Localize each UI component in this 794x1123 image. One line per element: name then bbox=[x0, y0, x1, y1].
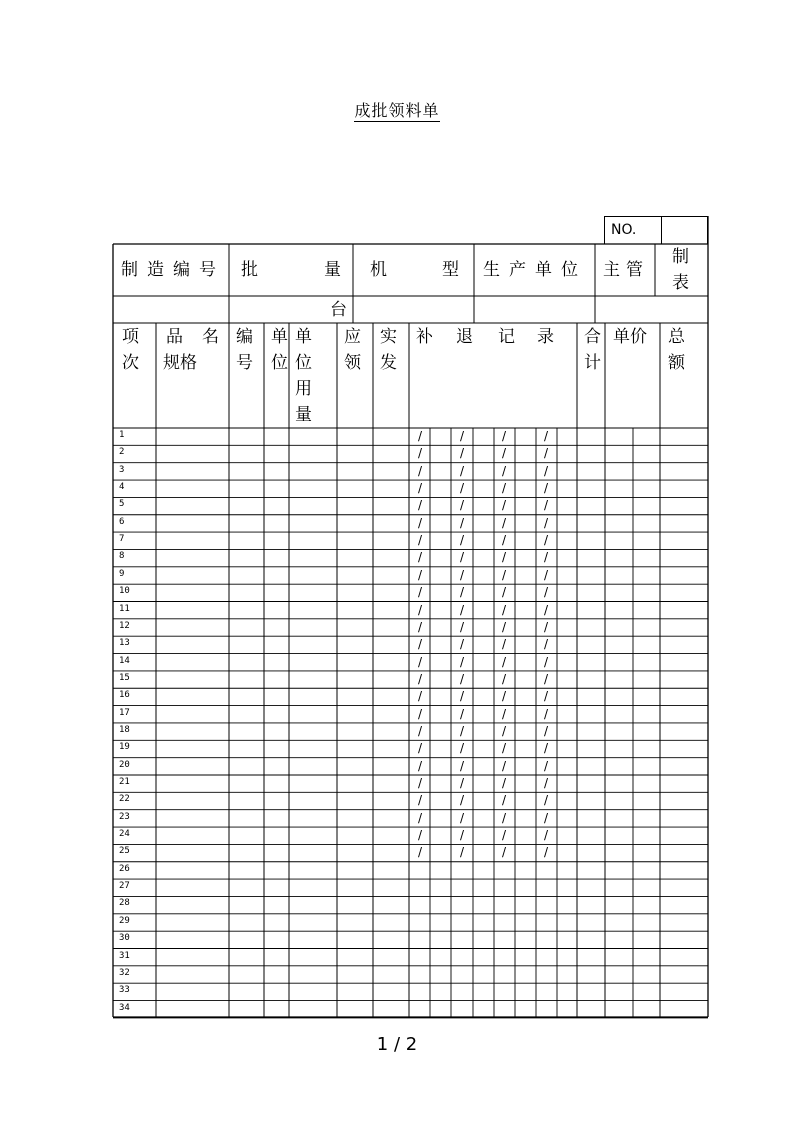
col-zonge: 总额 bbox=[668, 327, 685, 373]
record-slash: / bbox=[460, 689, 465, 704]
record-slash: / bbox=[418, 619, 423, 634]
record-slash: / bbox=[544, 585, 549, 600]
document-title: 成批领料单 bbox=[354, 101, 440, 120]
record-slash: / bbox=[418, 810, 423, 825]
record-slash: / bbox=[460, 481, 465, 496]
row-number: 30 bbox=[119, 933, 130, 944]
record-slash: / bbox=[502, 810, 507, 825]
row-number: 23 bbox=[119, 811, 130, 822]
row-number: 2 bbox=[119, 447, 125, 458]
record-slash: / bbox=[418, 741, 423, 756]
row-number: 14 bbox=[119, 655, 130, 666]
record-slash: / bbox=[418, 429, 423, 443]
header-zhizao-bianhao: 制造编号 bbox=[121, 260, 225, 280]
record-slash: / bbox=[502, 429, 507, 443]
record-slash: / bbox=[544, 498, 549, 513]
record-slash: / bbox=[502, 758, 507, 773]
no-label: NO. bbox=[611, 222, 637, 238]
row-number: 25 bbox=[119, 846, 130, 857]
col-pinming-a: 品 bbox=[166, 327, 183, 347]
col-danwei: 单位 bbox=[271, 327, 288, 373]
record-slash: / bbox=[502, 585, 507, 600]
row-number: 5 bbox=[119, 499, 125, 510]
col-yingling: 应领 bbox=[344, 327, 361, 373]
record-slash: / bbox=[544, 567, 549, 582]
record-slash: / bbox=[502, 723, 507, 738]
col-shifa: 实发 bbox=[380, 327, 397, 373]
record-slash: / bbox=[460, 515, 465, 530]
record-slash: / bbox=[544, 758, 549, 773]
header-shengchan-danwei: 生产单位 bbox=[483, 260, 587, 280]
header-jixing-a: 机 bbox=[370, 260, 387, 280]
record-slash: / bbox=[418, 446, 423, 461]
header-piliang-b: 量 bbox=[324, 260, 341, 280]
record-slash: / bbox=[502, 463, 507, 478]
row-number: 33 bbox=[119, 985, 130, 996]
row-number: 34 bbox=[119, 1002, 130, 1013]
record-slash: / bbox=[544, 706, 549, 721]
record-slash: / bbox=[418, 550, 423, 565]
record-slash: / bbox=[460, 498, 465, 513]
record-slash: / bbox=[460, 671, 465, 686]
record-slash: / bbox=[544, 619, 549, 634]
record-slash: / bbox=[418, 706, 423, 721]
row-number: 16 bbox=[119, 690, 130, 701]
col-pinming-b: 名 bbox=[202, 327, 219, 347]
record-slash: / bbox=[418, 463, 423, 478]
page-footer: 1 / 2 bbox=[376, 1034, 418, 1055]
record-slash: / bbox=[460, 637, 465, 652]
record-slash: / bbox=[544, 776, 549, 790]
record-slash: / bbox=[460, 533, 465, 548]
record-slash: / bbox=[460, 446, 465, 461]
row-number: 8 bbox=[119, 551, 125, 562]
record-slash: / bbox=[460, 845, 465, 860]
row-number: 13 bbox=[119, 638, 130, 649]
record-slash: / bbox=[544, 481, 549, 496]
record-slash: / bbox=[544, 845, 549, 860]
record-slash: / bbox=[544, 810, 549, 825]
row-number: 10 bbox=[119, 586, 130, 597]
record-slash: / bbox=[502, 828, 507, 843]
record-slash: / bbox=[544, 533, 549, 548]
record-slash: / bbox=[460, 706, 465, 721]
record-slash: / bbox=[418, 498, 423, 513]
col-danjia: 单价 bbox=[613, 327, 647, 347]
record-slash: / bbox=[502, 602, 507, 617]
header-zhuguan: 主管 bbox=[603, 260, 649, 280]
record-slash: / bbox=[460, 654, 465, 669]
record-slash: / bbox=[418, 533, 423, 548]
record-slash: / bbox=[460, 741, 465, 756]
record-slash: / bbox=[544, 637, 549, 652]
record-slash: / bbox=[502, 515, 507, 530]
col-xiangci: 项次 bbox=[122, 327, 139, 373]
row-number: 3 bbox=[119, 464, 125, 475]
row-number: 27 bbox=[119, 881, 130, 892]
record-slash: / bbox=[460, 776, 465, 790]
record-slash: / bbox=[544, 446, 549, 461]
row-number: 28 bbox=[119, 898, 130, 909]
record-slash: / bbox=[460, 810, 465, 825]
row-number: 6 bbox=[119, 516, 125, 527]
record-slash: / bbox=[502, 671, 507, 686]
row-number: 32 bbox=[119, 967, 130, 978]
col-danwei-yongliang: 单位用量 bbox=[295, 327, 312, 425]
record-slash: / bbox=[502, 619, 507, 634]
record-slash: / bbox=[502, 446, 507, 461]
row-number: 9 bbox=[119, 568, 125, 579]
row-number: 24 bbox=[119, 829, 130, 840]
record-slash: / bbox=[460, 758, 465, 773]
record-slash: / bbox=[544, 602, 549, 617]
record-slash: / bbox=[418, 481, 423, 496]
row-number: 7 bbox=[119, 534, 125, 545]
header-jixing-b: 型 bbox=[442, 260, 459, 280]
record-slash: / bbox=[544, 463, 549, 478]
record-slash: / bbox=[544, 429, 549, 443]
record-slash: / bbox=[502, 654, 507, 669]
record-slash: / bbox=[502, 793, 507, 808]
record-slash: / bbox=[502, 845, 507, 860]
col-butui-bu: 补 bbox=[416, 327, 433, 347]
record-slash: / bbox=[502, 776, 507, 790]
record-slash: / bbox=[544, 671, 549, 686]
record-slash: / bbox=[544, 828, 549, 843]
record-slash: / bbox=[544, 515, 549, 530]
row-number: 1 bbox=[119, 430, 125, 440]
row-number: 15 bbox=[119, 672, 130, 683]
record-slash: / bbox=[544, 550, 549, 565]
record-slash: / bbox=[460, 550, 465, 565]
record-slash: / bbox=[460, 429, 465, 443]
record-slash: / bbox=[418, 776, 423, 790]
record-slash: / bbox=[418, 828, 423, 843]
record-slash: / bbox=[460, 567, 465, 582]
record-slash: / bbox=[418, 689, 423, 704]
record-slash: / bbox=[502, 689, 507, 704]
header-zhibiao: 制表 bbox=[672, 247, 689, 293]
record-slash: / bbox=[418, 758, 423, 773]
record-slash: / bbox=[502, 533, 507, 548]
record-slash: / bbox=[460, 585, 465, 600]
record-slash: / bbox=[502, 637, 507, 652]
row-number: 12 bbox=[119, 620, 130, 631]
record-slash: / bbox=[502, 481, 507, 496]
record-slash: / bbox=[460, 828, 465, 843]
record-slash: / bbox=[418, 671, 423, 686]
row-number: 17 bbox=[119, 707, 130, 718]
record-slash: / bbox=[418, 723, 423, 738]
record-slash: / bbox=[418, 567, 423, 582]
record-slash: / bbox=[418, 637, 423, 652]
record-slash: / bbox=[418, 585, 423, 600]
row-number: 31 bbox=[119, 950, 130, 961]
record-slash: / bbox=[502, 498, 507, 513]
row-number: 4 bbox=[119, 482, 125, 493]
record-slash: / bbox=[502, 706, 507, 721]
record-slash: / bbox=[544, 793, 549, 808]
record-slash: / bbox=[418, 654, 423, 669]
record-slash: / bbox=[502, 567, 507, 582]
record-slash: / bbox=[418, 515, 423, 530]
record-slash: / bbox=[460, 463, 465, 478]
record-slash: / bbox=[418, 602, 423, 617]
record-slash: / bbox=[460, 619, 465, 634]
record-slash: / bbox=[502, 741, 507, 756]
row-number: 20 bbox=[119, 759, 130, 770]
col-butui-lu: 录 bbox=[537, 327, 554, 347]
record-slash: / bbox=[460, 602, 465, 617]
row-number: 26 bbox=[119, 863, 130, 874]
col-guige: 规格 bbox=[163, 353, 197, 373]
col-butui-ji: 记 bbox=[498, 327, 515, 347]
record-slash: / bbox=[544, 654, 549, 669]
record-slash: / bbox=[418, 793, 423, 808]
record-slash: / bbox=[544, 741, 549, 756]
col-heji: 合计 bbox=[584, 327, 601, 373]
row-number: 18 bbox=[119, 724, 130, 735]
record-slash: / bbox=[502, 550, 507, 565]
row-number: 11 bbox=[119, 603, 130, 614]
record-slash: / bbox=[460, 793, 465, 808]
record-slash: / bbox=[544, 689, 549, 704]
record-slash: / bbox=[544, 723, 549, 738]
header-tai: 台 bbox=[330, 300, 347, 320]
row-number: 21 bbox=[119, 777, 130, 787]
header-piliang-a: 批 bbox=[241, 260, 258, 280]
row-number: 29 bbox=[119, 915, 130, 926]
col-butui-tui: 退 bbox=[456, 327, 473, 347]
row-number: 19 bbox=[119, 742, 130, 753]
record-slash: / bbox=[418, 845, 423, 860]
row-number: 22 bbox=[119, 794, 130, 805]
record-slash: / bbox=[460, 723, 465, 738]
col-bianhao: 编号 bbox=[236, 327, 253, 373]
